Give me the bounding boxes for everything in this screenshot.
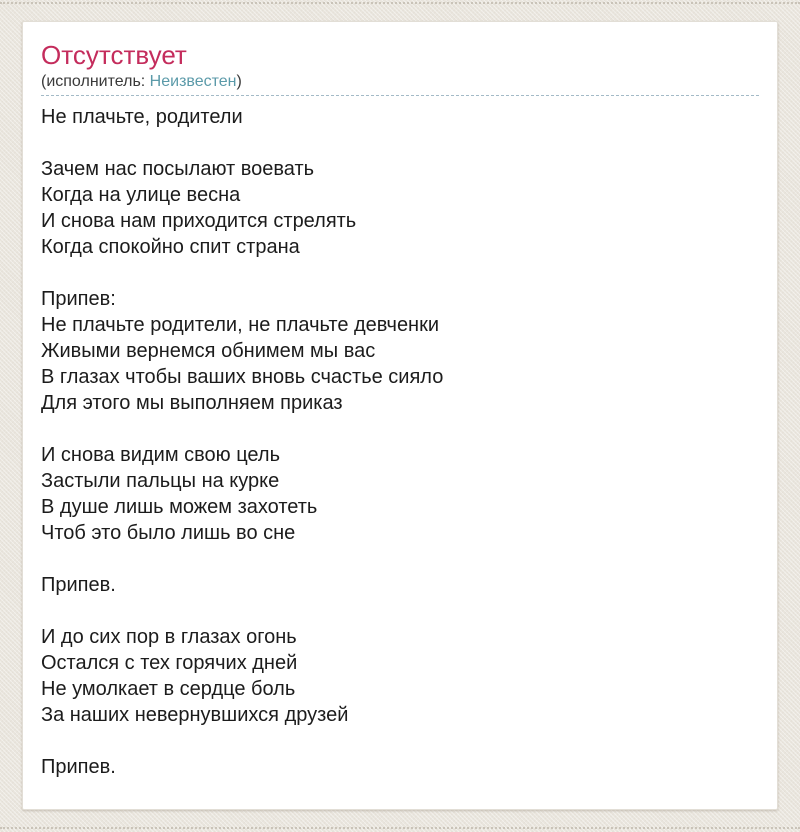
artist-label-prefix: (исполнитель: — [41, 73, 150, 90]
lyric-line: Не умолкает в сердце боль — [41, 678, 296, 700]
artist-line — [41, 72, 759, 92]
lyric-line: Зачем нас посылают воевать — [41, 158, 315, 180]
lyric-line — [41, 130, 759, 156]
lyric-line: За наших невернувшихся друзей — [41, 704, 349, 726]
page-bottom-dotted-edge — [0, 827, 800, 829]
lyric-line — [41, 260, 759, 286]
lyric-line: Чтоб это было лишь во сне — [41, 522, 296, 544]
lyrics-text — [41, 104, 759, 780]
artist-link[interactable]: Неизвестен — [149, 73, 237, 90]
artist-label-suffix: ) — [236, 73, 242, 90]
lyric-line: Застыли пальцы на курке — [41, 470, 280, 492]
lyric-line: И снова видим свою цель — [41, 444, 280, 466]
lyric-line: Не плачьте, родители — [41, 106, 243, 128]
dotted-separator — [41, 95, 759, 96]
lyric-line — [41, 598, 759, 624]
lyric-line: И до сих пор в глазах огонь — [41, 626, 297, 648]
lyric-line: Припев. — [41, 574, 116, 596]
lyric-line: Припев: — [41, 288, 116, 310]
lyric-line: Для этого мы выполняем приказ — [41, 392, 343, 414]
lyric-line: Припев. — [41, 756, 116, 778]
song-title: Отсутствует — [41, 40, 187, 70]
lyrics-card — [22, 21, 778, 810]
lyric-line: Остался с тех горячих дней — [41, 652, 298, 674]
lyric-line: В душе лишь можем захотеть — [41, 496, 318, 518]
lyric-line — [41, 728, 759, 754]
page-top-dotted-edge — [0, 2, 800, 4]
lyric-line: В глазах чтобы ваших вновь счастье сияло — [41, 366, 444, 388]
lyric-line — [41, 416, 759, 442]
lyric-line: Когда на улице весна — [41, 184, 241, 206]
lyric-line: И снова нам приходится стрелять — [41, 210, 357, 232]
lyric-line: Не плачьте родители, не плачьте девченки — [41, 314, 440, 336]
lyric-line: Когда спокойно спит страна — [41, 236, 300, 258]
lyric-line — [41, 546, 759, 572]
lyric-line: Живыми вернемся обнимем мы вас — [41, 340, 376, 362]
